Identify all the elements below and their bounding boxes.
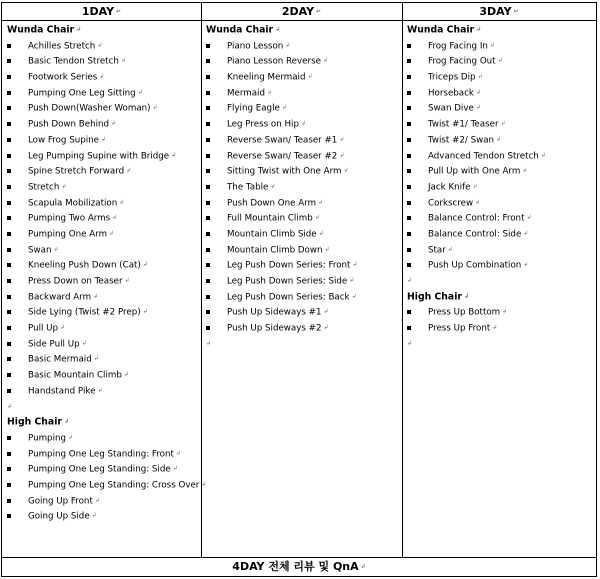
bullet-icon [7, 75, 11, 79]
list-item: Swan Dive ↲ [402, 100, 596, 116]
bullet-icon [407, 248, 411, 252]
bullet-icon [407, 106, 411, 110]
list-item: Piano Lesson Reverse ↲ [201, 53, 402, 69]
blank-line: ↲ [206, 339, 212, 347]
bullet-icon [7, 185, 11, 189]
list-item: Pumping One Leg Standing: Cross Over ↲ [2, 477, 201, 493]
list-item: Basic Tendon Stretch ↲ [2, 53, 201, 69]
bullet-icon [7, 44, 11, 48]
list-item: Push Up Sideways #1 ↲ [201, 304, 402, 320]
list-item: Press Down on Teaser ↲ [2, 273, 201, 289]
bullet-icon [206, 232, 210, 236]
list-item: The Table ↲ [201, 179, 402, 195]
list-item: Side Pull Up ↲ [2, 336, 201, 352]
bullet-icon [407, 75, 411, 79]
list-item: Going Up Front ↲ [2, 493, 201, 509]
bullet-icon [206, 295, 210, 299]
bullet-icon [7, 169, 11, 173]
bullet-icon [7, 373, 11, 377]
list-item: Advanced Tendon Stretch ↲ [402, 148, 596, 164]
list-item: Basic Mountain Climb ↲ [2, 367, 201, 383]
list-item: Frog Facing Out ↲ [402, 53, 596, 69]
bullet-icon [206, 75, 210, 79]
blank-line: ↲ [407, 339, 413, 347]
list-item: Star ↲ [402, 242, 596, 258]
list-item: Basic Mermaid ↲ [2, 351, 201, 367]
list-item: Backward Arm ↲ [2, 289, 201, 305]
bullet-icon [7, 279, 11, 283]
list-item: Swan ↲ [2, 242, 201, 258]
bullet-icon [7, 357, 11, 361]
header-day1: 1DAY ↵ [2, 3, 201, 21]
bullet-icon [407, 122, 411, 126]
bullet-icon [7, 499, 11, 503]
bullet-icon [407, 138, 411, 142]
bullet-icon [7, 467, 11, 471]
bullet-icon [407, 44, 411, 48]
list-item: Leg Push Down Series: Side ↲ [201, 273, 402, 289]
bullet-icon [7, 436, 11, 440]
bullet-icon [7, 91, 11, 95]
bullet-icon [407, 326, 411, 330]
list-item: Mountain Climb Down ↲ [201, 242, 402, 258]
bullet-icon [7, 295, 11, 299]
bullet-icon [7, 122, 11, 126]
bullet-icon [407, 59, 411, 63]
list-item: Piano Lesson ↲ [201, 38, 402, 54]
list-item: Balance Control: Side ↲ [402, 226, 596, 242]
bullet-icon [407, 154, 411, 158]
list-item: Pumping One Arm ↲ [2, 226, 201, 242]
bullet-icon [206, 154, 210, 158]
bullet-icon [7, 263, 11, 267]
bullet-icon [7, 232, 11, 236]
header-day3: 3DAY ↵ [402, 3, 596, 21]
bullet-icon [7, 216, 11, 220]
bullet-icon [7, 342, 11, 346]
list-item: Horseback ↲ [402, 85, 596, 101]
bullet-icon [407, 185, 411, 189]
list-item: Push Up Combination ↲ [402, 257, 596, 273]
list-item: Footwork Series ↲ [2, 69, 201, 85]
list-item: Push Down Behind ↲ [2, 116, 201, 132]
section-title: High Chair ↲ [407, 291, 469, 303]
bullet-icon [206, 169, 210, 173]
bullet-icon [7, 326, 11, 330]
list-item: Flying Eagle ↲ [201, 100, 402, 116]
list-item: Leg Pumping Supine with Bridge ↲ [2, 148, 201, 164]
header-day2: 2DAY ↵ [201, 3, 402, 21]
bullet-icon [7, 514, 11, 518]
bullet-icon [7, 59, 11, 63]
list-item: Twist #1/ Teaser ↲ [402, 116, 596, 132]
bullet-icon [7, 154, 11, 158]
bullet-icon [206, 106, 210, 110]
list-item: Press Up Bottom ↲ [402, 304, 596, 320]
bullet-icon [206, 138, 210, 142]
bullet-icon [206, 185, 210, 189]
bullet-icon [206, 326, 210, 330]
list-item: Triceps Dip ↲ [402, 69, 596, 85]
list-item: Pumping One Leg Standing: Front ↲ [2, 446, 201, 462]
list-item: Leg Push Down Series: Front ↲ [201, 257, 402, 273]
bullet-icon [407, 232, 411, 236]
list-item: Spine Stretch Forward ↲ [2, 163, 201, 179]
list-item: Push Up Sideways #2 ↲ [201, 320, 402, 336]
list-item: Push Down One Arm ↲ [201, 195, 402, 211]
bullet-icon [407, 169, 411, 173]
bullet-icon [7, 138, 11, 142]
list-item: Leg Press on Hip ↲ [201, 116, 402, 132]
day3-column [402, 22, 596, 351]
bullet-icon [407, 216, 411, 220]
list-item: Pull Up with One Arm ↲ [402, 163, 596, 179]
list-item: Frog Facing In ↲ [402, 38, 596, 54]
section-title: High Chair ↲ [7, 416, 69, 428]
list-item: Mermaid ↲ [201, 85, 402, 101]
list-item: Pumping One Leg Standing: Side ↲ [2, 461, 201, 477]
list-item: Reverse Swan/ Teaser #2 ↲ [201, 148, 402, 164]
list-item: Full Mountain Climb ↲ [201, 210, 402, 226]
day2-column [201, 22, 402, 351]
bullet-icon [7, 483, 11, 487]
bullet-icon [7, 452, 11, 456]
list-item: Scapula Mobilization ↲ [2, 195, 201, 211]
list-item: Leg Push Down Series: Back ↲ [201, 289, 402, 305]
bullet-icon [206, 216, 210, 220]
bullet-icon [206, 44, 210, 48]
bullet-icon [206, 201, 210, 205]
bullet-icon [206, 122, 210, 126]
bullet-icon [206, 59, 210, 63]
bullet-icon [206, 248, 210, 252]
list-item: Pumping Two Arms ↲ [2, 210, 201, 226]
list-item: Twist #2/ Swan ↲ [402, 132, 596, 148]
list-item: Reverse Swan/ Teaser #1 ↲ [201, 132, 402, 148]
list-item: Pumping One Leg Sitting ↲ [2, 85, 201, 101]
list-item: Mountain Climb Side ↲ [201, 226, 402, 242]
list-item: Pull Up ↲ [2, 320, 201, 336]
bullet-icon [407, 310, 411, 314]
list-item: Kneeling Mermaid ↲ [201, 69, 402, 85]
list-item: Going Up Side ↲ [2, 508, 201, 524]
list-item: Push Down(Washer Woman) ↲ [2, 100, 201, 116]
bullet-icon [7, 201, 11, 205]
section-title: Wunda Chair ↲ [407, 24, 482, 36]
list-item: Achilles Stretch ↲ [2, 38, 201, 54]
list-item: Kneeling Push Down (Cat) ↲ [2, 257, 201, 273]
list-item: Stretch ↲ [2, 179, 201, 195]
section-title: Wunda Chair ↲ [7, 24, 82, 36]
blank-line: ↲ [407, 277, 413, 284]
bullet-icon [206, 263, 210, 267]
list-item: Corkscrew ↲ [402, 195, 596, 211]
bullet-icon [206, 279, 210, 283]
blank-line: ↲ [7, 402, 13, 410]
list-item: Pumping ↲ [2, 430, 201, 446]
bullet-icon [7, 106, 11, 110]
bullet-icon [7, 248, 11, 252]
list-item: Jack Knife ↲ [402, 179, 596, 195]
list-item: Press Up Front ↲ [402, 320, 596, 336]
list-item: Sitting Twist with One Arm ↲ [201, 163, 402, 179]
list-item: Low Frog Supine ↲ [2, 132, 201, 148]
bullet-icon [407, 263, 411, 267]
bullet-icon [206, 310, 210, 314]
list-item: Handstand Pike ↲ [2, 383, 201, 399]
schedule-table [1, 2, 597, 577]
list-item: Balance Control: Front ↲ [402, 210, 596, 226]
list-item: Side Lying (Twist #2 Prep) ↲ [2, 304, 201, 320]
footer-review: 4DAY 전체 리뷰 및 QnA ↲ [232, 560, 366, 573]
bullet-icon [407, 91, 411, 95]
day1-column [2, 22, 207, 524]
bullet-icon [7, 310, 11, 314]
section-title: Wunda Chair ↲ [206, 24, 281, 36]
bullet-icon [7, 389, 11, 393]
bullet-icon [206, 91, 210, 95]
bullet-icon [407, 201, 411, 205]
